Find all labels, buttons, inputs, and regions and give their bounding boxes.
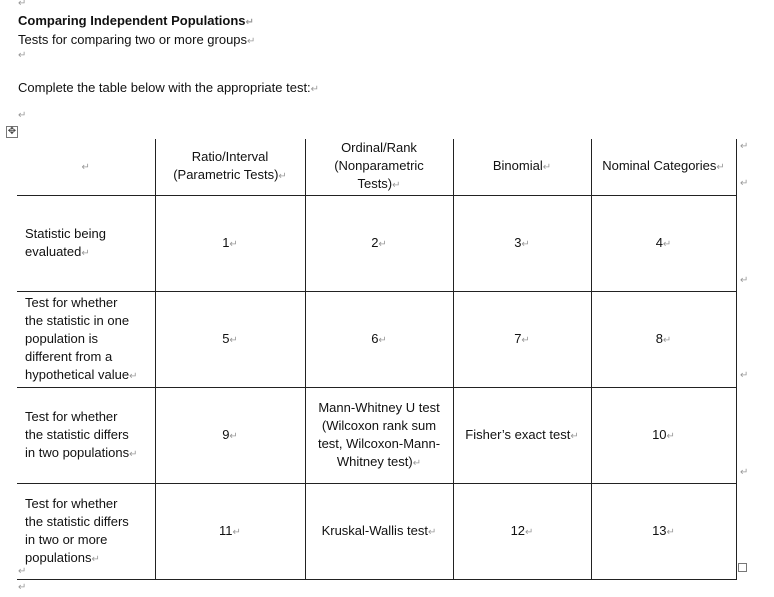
cell-text-line: test, Wilcoxon-Mann- — [317, 435, 441, 451]
cell-text-line: Nominal Categories — [602, 158, 717, 173]
cell-text-line: Statistic being — [25, 225, 106, 241]
paragraph-mark: ↵ — [18, 50, 27, 61]
table-row — [17, 196, 736, 292]
header-cell[interactable]: Ratio/Interval (Parametric Tests)↵ — [155, 139, 305, 196]
paragraph-mark: ↵ — [18, 110, 27, 121]
cell-text-line: Test for whether — [25, 495, 118, 511]
paragraph-mark: ↵ — [18, 566, 27, 577]
cell-text-line: Fisher’s exact test — [465, 426, 571, 442]
paragraph-mark: ↵ — [18, 582, 27, 593]
cell-text-line: (Parametric Tests) — [173, 167, 279, 182]
table-cell[interactable]: 4↵ — [591, 196, 736, 292]
row-label-cell[interactable]: Test for whether the statistic in one population is different from a hypothetical value↵ — [17, 292, 155, 388]
table-cell[interactable]: Kruskal-Wallis test↵ — [305, 484, 453, 580]
cell-text-line: evaluated — [25, 243, 82, 259]
cell-text-line: 10 — [652, 426, 667, 442]
header-cell[interactable]: Ordinal/Rank (Nonparametric Tests)↵ — [305, 139, 453, 196]
table-cell[interactable]: 7↵ — [453, 292, 591, 388]
comparison-table — [17, 139, 737, 580]
header-cell[interactable]: Nominal Categories↵ — [591, 139, 736, 196]
cell-text-line: in two populations — [25, 444, 130, 460]
cell-text-line: 12 — [510, 522, 526, 538]
cell-text-line: 6 — [371, 330, 379, 346]
row-end-mark: ↵ — [740, 275, 749, 286]
row-label-cell[interactable]: Test for whether the statistic differs in two populations↵ — [17, 388, 155, 484]
table-cell[interactable]: 9↵ — [155, 388, 305, 484]
cell-text-line: different from a — [25, 348, 113, 364]
table-row — [17, 388, 736, 484]
cell-text-line: Mann-Whitney U test — [318, 399, 440, 415]
table-resize-handle[interactable] — [738, 563, 747, 572]
cell-text-line: Whitney test) — [336, 453, 413, 469]
table-row — [17, 292, 736, 388]
table-cell[interactable]: 13↵ — [591, 484, 736, 580]
cell-text-line: 1 — [222, 234, 230, 250]
cell-text-line: 7 — [514, 330, 522, 346]
table-cell[interactable]: 6↵ — [305, 292, 453, 388]
row-end-mark: ↵ — [740, 141, 749, 152]
table-cell[interactable]: 3↵ — [453, 196, 591, 292]
cell-text-line: the statistic differs — [25, 426, 129, 442]
cell-text-line: 8 — [655, 330, 663, 346]
row-label-cell[interactable]: Statistic being evaluated↵ — [17, 196, 155, 292]
table-cell[interactable]: 2↵ — [305, 196, 453, 292]
cell-text-line: (Wilcoxon rank sum — [321, 417, 437, 433]
table-cell[interactable]: Fisher’s exact test↵ — [453, 388, 591, 484]
cell-text-line: population is — [25, 330, 98, 346]
table-move-handle-icon[interactable]: ✥ — [7, 126, 17, 137]
table-cell[interactable]: 10↵ — [591, 388, 736, 484]
table-cell[interactable]: Mann-Whitney U test (Wilcoxon rank sum test, Wilcoxon-Mann- Whitney test)↵ — [305, 388, 453, 484]
row-end-mark: ↵ — [740, 178, 749, 189]
cell-text-line: Test for whether — [25, 294, 118, 310]
cell-text-line: Test for whether — [25, 408, 118, 424]
cell-text-line: 3 — [514, 234, 522, 250]
cell-text-line: (Nonparametric Tests) — [334, 158, 424, 191]
table-header-row — [17, 139, 736, 196]
cell-text-line: 2 — [371, 234, 379, 250]
cell-text-line: 9 — [222, 426, 230, 442]
table-cell[interactable]: 1↵ — [155, 196, 305, 292]
table-row — [17, 484, 736, 580]
cell-text-line: in two or more — [25, 531, 108, 547]
cell-text-line: the statistic differs — [25, 513, 129, 529]
table-cell[interactable]: 8↵ — [591, 292, 736, 388]
instruction-text: Complete the table below with the appropriate test:↵ — [18, 80, 320, 95]
paragraph-mark: ↵ — [18, 0, 27, 9]
table-cell[interactable]: 11↵ — [155, 484, 305, 580]
cell-text-line: 4 — [655, 234, 663, 250]
cell-text-line: 13 — [652, 522, 667, 538]
table-cell[interactable]: 5↵ — [155, 292, 305, 388]
document-title: Comparing Independent Populations↵ — [18, 13, 254, 28]
table-cell[interactable]: 12↵ — [453, 484, 591, 580]
cell-text-line: 11 — [219, 522, 233, 538]
cell-text-line: hypothetical value — [25, 366, 130, 382]
cell-text-line: the statistic in one — [25, 312, 130, 328]
header-cell-empty[interactable]: ↵ — [17, 139, 155, 196]
cell-text-line: Ordinal/Rank — [341, 140, 417, 155]
cell-text-line: Binomial — [492, 158, 543, 173]
header-cell[interactable]: Binomial↵ — [453, 139, 591, 196]
row-end-mark: ↵ — [740, 370, 749, 381]
cell-text-line: populations — [25, 549, 92, 565]
cell-text-line: 5 — [222, 330, 230, 346]
cell-text-line: Kruskal-Wallis test — [321, 522, 429, 538]
row-label-cell[interactable]: Test for whether the statistic differs in two or more populations↵ — [17, 484, 155, 580]
document-subtitle: Tests for comparing two or more groups↵ — [18, 32, 256, 47]
row-end-mark: ↵ — [740, 467, 749, 478]
cell-text-line: Ratio/Interval — [191, 149, 269, 164]
